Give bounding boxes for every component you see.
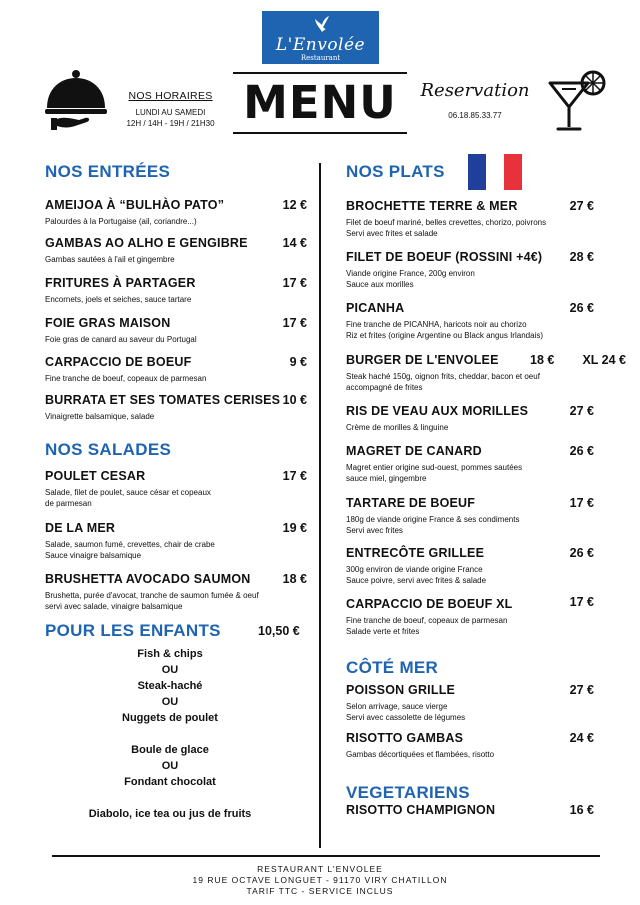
item-price: 17 € xyxy=(282,469,307,483)
item-price: 26 € xyxy=(569,444,594,458)
cocktail-icon xyxy=(548,69,608,133)
menu-item xyxy=(346,250,594,290)
kids-separator: OU xyxy=(161,664,179,676)
item-price: 14 € xyxy=(282,236,307,250)
item-price: 10 € xyxy=(282,393,307,407)
item-price: 17 € xyxy=(569,595,594,609)
item-price: 27 € xyxy=(569,683,594,697)
item-name: DE LA MER xyxy=(45,521,116,535)
item-price: 24 € xyxy=(569,731,594,745)
flag-red-stripe xyxy=(504,154,522,190)
item-name: AMEIJOA À “BULHÀO PATO” xyxy=(45,198,225,212)
item-name: FOIE GRAS MAISON xyxy=(45,316,171,330)
section-title-vegetariens: VEGETARIENS xyxy=(346,783,470,802)
item-description: sauce miel, gingembre xyxy=(346,474,427,483)
item-price: 28 € xyxy=(569,250,594,264)
page-title: MENU xyxy=(233,72,407,134)
footer-name: RESTAURANT L'ENVOLEE xyxy=(257,864,383,874)
item-price: 16 € xyxy=(569,803,594,817)
item-name: GAMBAS AO ALHO E GENGIBRE xyxy=(45,236,248,250)
opening-hours xyxy=(108,90,233,129)
footer-divider xyxy=(52,855,600,857)
item-description: Filet de boeuf mariné, belles crevettes, chorizo, poivrons xyxy=(346,218,547,227)
menu-item xyxy=(346,683,594,723)
item-description: 300g environ de viande origine France xyxy=(346,565,483,574)
menu-item xyxy=(346,731,594,760)
item-name: CARPACCIO DE BOEUF XL xyxy=(346,597,513,611)
item-name: FRITURES À PARTAGER xyxy=(45,276,196,290)
menu-item xyxy=(346,597,594,637)
item-description: Riz et frites (origine Argentine ou Black angus Irlandais) xyxy=(346,331,543,340)
kids-option: Fondant chocolat xyxy=(124,776,216,788)
menu-item xyxy=(45,469,307,509)
french-flag xyxy=(468,154,522,190)
menu-item xyxy=(45,355,307,384)
item-price: 18 € xyxy=(530,353,555,367)
hours-days: LUNDI AU SAMEDI xyxy=(135,108,206,117)
item-price: 18 € xyxy=(282,572,307,586)
item-price: 26 € xyxy=(569,546,594,560)
restaurant-logo xyxy=(262,11,379,64)
item-name: BROCHETTE TERRE & MER xyxy=(346,199,518,213)
menu-item xyxy=(45,198,307,227)
menu-item xyxy=(346,546,594,586)
menu-item xyxy=(346,301,594,341)
item-price: 17 € xyxy=(282,276,307,290)
reservation-title: Reservation xyxy=(420,80,530,101)
item-name: ENTRECÔTE GRILLEE xyxy=(346,546,485,560)
item-name: BURGER DE L'ENVOLEE xyxy=(346,353,499,367)
kids-option: Boule de glace xyxy=(131,744,209,756)
kids-spacer xyxy=(45,790,295,806)
section-title-mer: CÔTÉ MER xyxy=(346,658,439,677)
item-name: PICANHA xyxy=(346,301,405,315)
item-description: Foie gras de canard au saveur du Portugal xyxy=(45,335,197,344)
hours-times: 12H / 14H - 19H / 21H30 xyxy=(126,119,215,128)
menu-item xyxy=(346,496,594,536)
item-price-xl: XL 24 € xyxy=(582,353,626,367)
item-name: TARTARE DE BOEUF xyxy=(346,496,476,510)
item-name: BURRATA ET SES TOMATES CERISES xyxy=(45,393,281,407)
kids-option: Nuggets de poulet xyxy=(122,712,218,724)
item-description: Fine tranche de PICANHA, haricots noir au chorizo xyxy=(346,320,527,329)
item-description: Fine tranche de boeuf, copeaux de parmesan xyxy=(45,374,207,383)
item-description: Salade verte et frites xyxy=(346,627,420,636)
kids-spacer xyxy=(45,726,295,742)
menu-item xyxy=(45,276,307,305)
item-description: Palourdes à la Portugaise (ail, coriandre...) xyxy=(45,217,197,226)
reservation xyxy=(420,80,530,120)
section-title-enfants: POUR LES ENFANTS xyxy=(45,621,221,640)
item-description: Gambas décortiquées et flambées, risotto xyxy=(346,750,495,759)
section-title-salades: NOS SALADES xyxy=(45,440,172,459)
item-description: Vinaigrette balsamique, salade xyxy=(45,412,155,421)
section-title-plats: NOS PLATS xyxy=(346,162,445,181)
menu-item xyxy=(346,404,594,433)
flag-white-stripe xyxy=(486,154,504,190)
bird-icon xyxy=(314,15,330,33)
item-description: de parmesan xyxy=(45,499,92,508)
item-description: Crème de morilles & linguine xyxy=(346,423,449,432)
menu-item xyxy=(45,521,307,561)
logo-name: L'Envolée xyxy=(275,35,366,55)
item-description: Sauce poivre, servi avec frites & salade xyxy=(346,576,487,585)
item-price: 17 € xyxy=(282,316,307,330)
item-description: accompagné de frites xyxy=(346,383,423,392)
menu-item xyxy=(346,803,594,817)
hours-title: NOS HORAIRES xyxy=(128,90,213,102)
kids-menu-options xyxy=(45,646,295,822)
item-description: Gambas sautées à l'ail et gingembre xyxy=(45,255,175,264)
item-name: RISOTTO GAMBAS xyxy=(346,731,464,745)
item-description: Magret entier origine sud-ouest, pommes sautées xyxy=(346,463,523,472)
item-description: Viande origine France, 200g environ xyxy=(346,269,475,278)
footer-address: 19 RUE OCTAVE LONGUET - 91170 VIRY CHATILLON xyxy=(192,875,448,885)
item-description: 180g de viande origine France & ses condiments xyxy=(346,515,520,524)
item-description: Steak haché 150g, oignon frits, cheddar, bacon et oeuf xyxy=(346,372,540,381)
item-name: BRUSHETTA AVOCADO SAUMON xyxy=(45,572,251,586)
item-price: 12 € xyxy=(282,198,307,212)
kids-separator: OU xyxy=(161,760,179,772)
item-description: Sauce vinaigre balsamique xyxy=(45,551,142,560)
column-divider xyxy=(319,163,321,848)
item-price: 19 € xyxy=(282,521,307,535)
item-description: Servi avec cassolette de légumes xyxy=(346,713,466,722)
kids-option: Fish & chips xyxy=(137,648,203,660)
reservation-phone[interactable]: 06.18.85.33.77 xyxy=(448,111,502,120)
item-name: RISOTTO CHAMPIGNON xyxy=(346,803,496,817)
logo-subtitle: Restaurant xyxy=(300,54,341,62)
item-name: POISSON GRILLE xyxy=(346,683,456,697)
cloche-hand-icon xyxy=(45,68,107,134)
item-price: 26 € xyxy=(569,301,594,315)
menu-item xyxy=(346,199,594,239)
item-name: MAGRET DE CANARD xyxy=(346,444,482,458)
item-price: 17 € xyxy=(569,496,594,510)
menu-item xyxy=(45,393,307,422)
item-price: 27 € xyxy=(569,404,594,418)
item-description: Salade, saumon fumé, crevettes, chair de crabe xyxy=(45,540,215,549)
footer-tax: TARIF TTC - SERVICE INCLUS xyxy=(246,886,394,896)
kids-drink: Diabolo, ice tea ou jus de fruits xyxy=(88,808,252,820)
menu-item xyxy=(346,444,594,484)
footer xyxy=(0,864,640,897)
item-description: Selon arrivage, sauce vierge xyxy=(346,702,448,711)
item-description: Sauce aux morilles xyxy=(346,280,414,289)
menu-item xyxy=(45,236,307,265)
item-description: Fine tranche de boeuf, copeaux de parmesan xyxy=(346,616,508,625)
menu-item xyxy=(346,353,626,393)
flag-blue-stripe xyxy=(468,154,486,190)
enfants-price: 10,50 € xyxy=(258,624,300,638)
item-price: 9 € xyxy=(289,355,307,369)
kids-separator: OU xyxy=(161,696,179,708)
kids-option: Steak-haché xyxy=(137,680,203,692)
item-description: Brushetta, purée d'avocat, tranche de saumon fumée & oeuf xyxy=(45,591,259,600)
item-description: Servi avec frites xyxy=(346,526,403,535)
item-name: CARPACCIO DE BOEUF xyxy=(45,355,192,369)
item-name: POULET CESAR xyxy=(45,469,146,483)
item-description: Servi avec frites et salade xyxy=(346,229,438,238)
menu-item xyxy=(45,316,307,345)
section-title-entrees: NOS ENTRÉES xyxy=(45,162,171,181)
item-name: FILET DE BOEUF (ROSSINI +4€) xyxy=(346,250,543,264)
item-name: RIS DE VEAU AUX MORILLES xyxy=(346,404,529,418)
item-price: 27 € xyxy=(569,199,594,213)
item-description: Salade, filet de poulet, sauce césar et copeaux xyxy=(45,488,211,497)
menu-item xyxy=(45,572,307,612)
item-description: servi avec salade, vinaigre balsamique xyxy=(45,602,183,611)
item-description: Encornets, joels et seiches, sauce tartare xyxy=(45,295,192,304)
